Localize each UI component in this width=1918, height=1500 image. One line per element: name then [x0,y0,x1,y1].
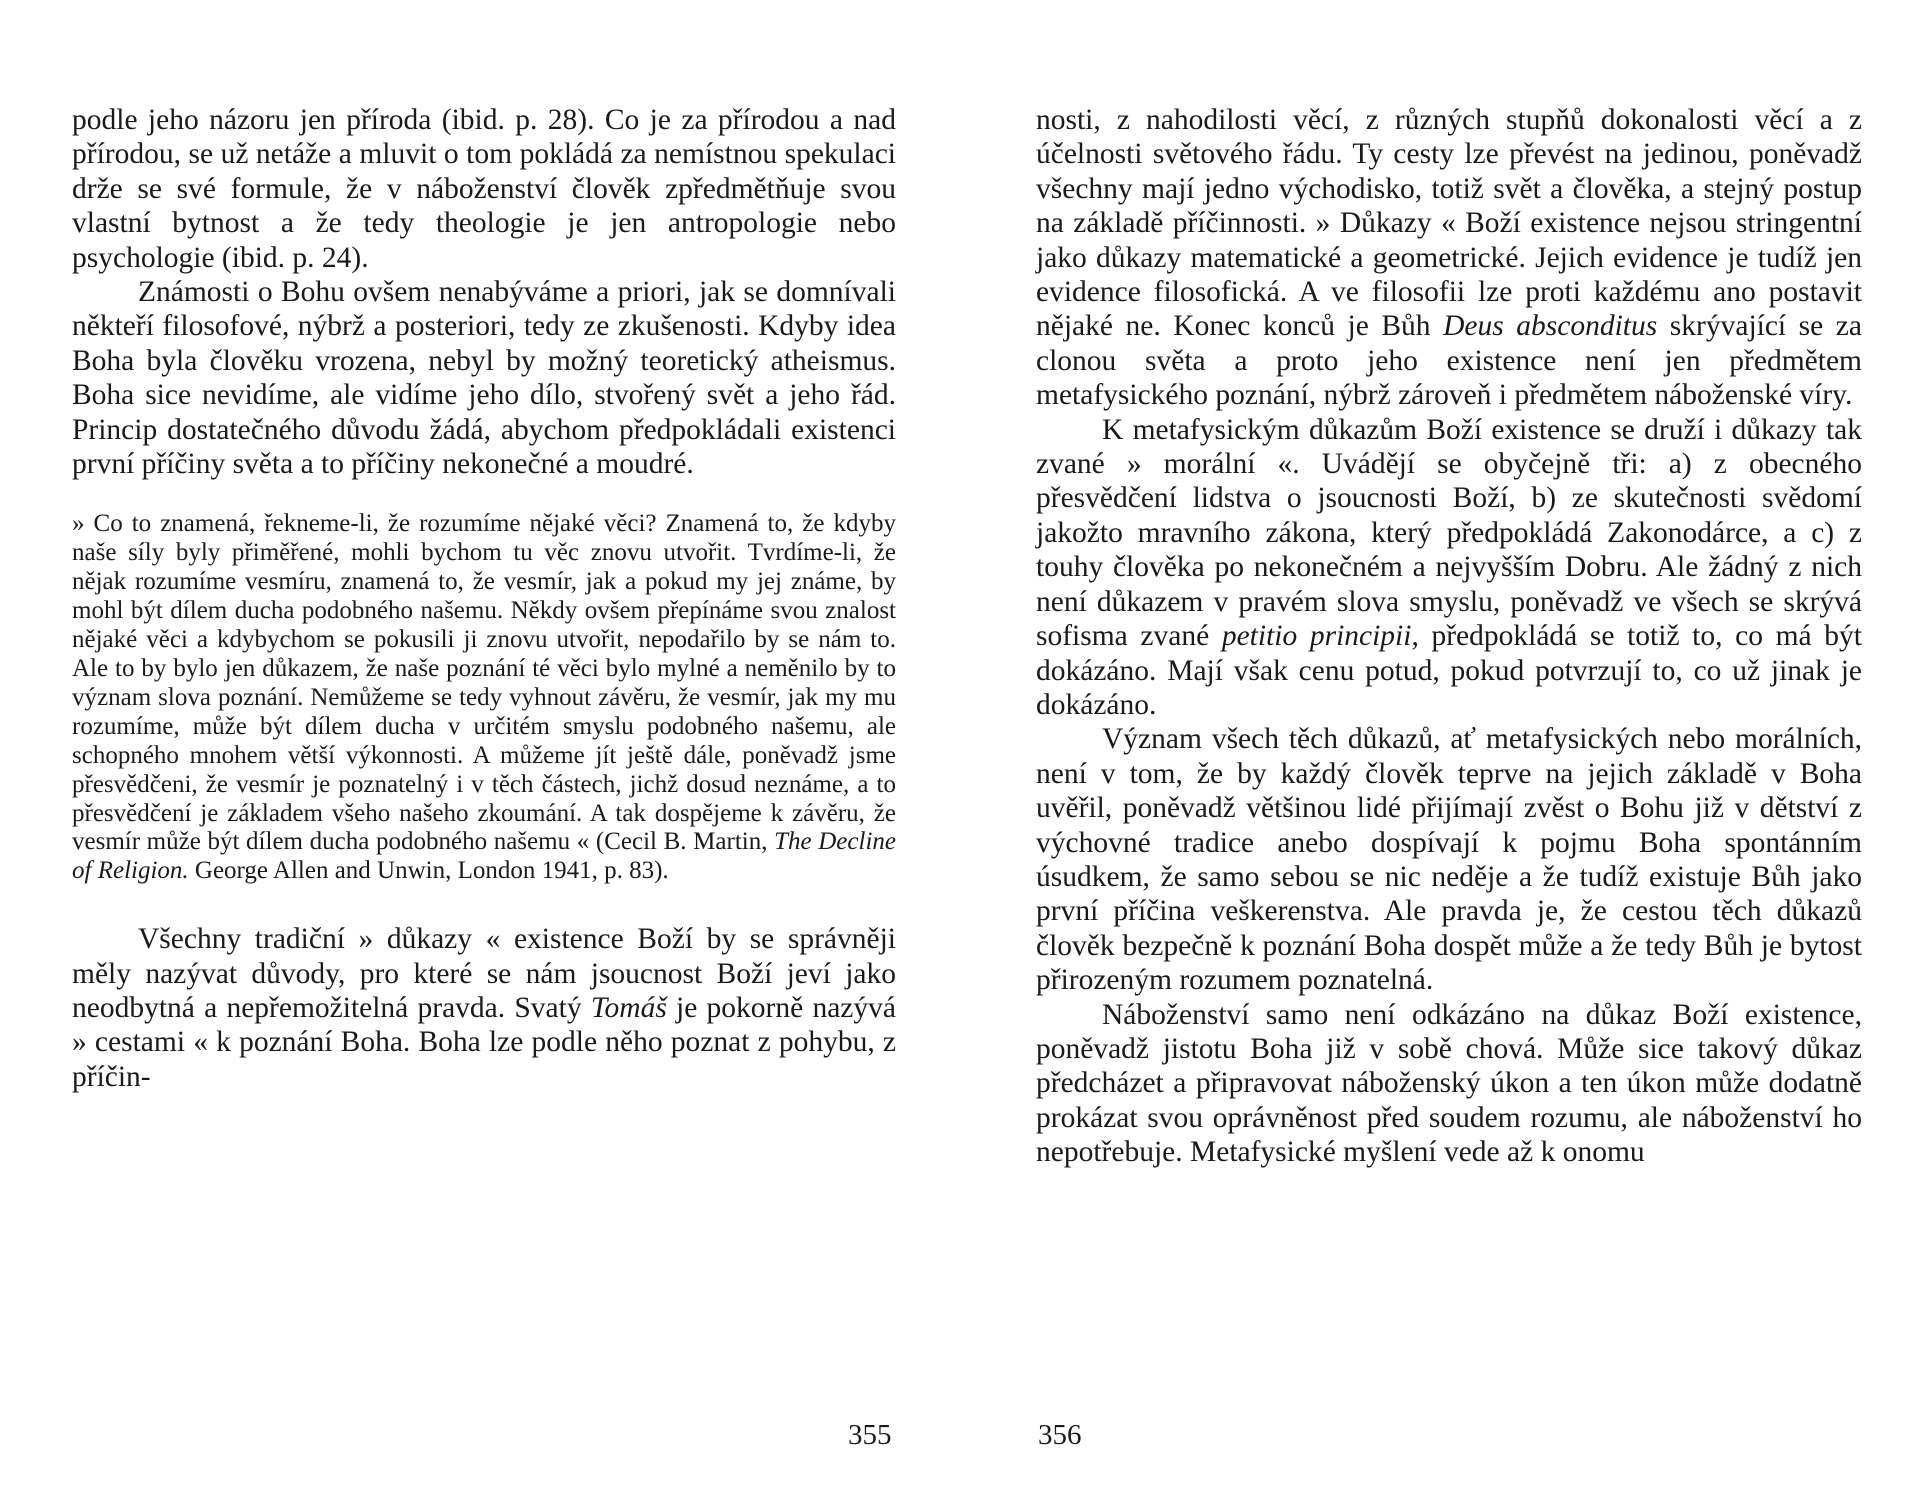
block-quote [72,510,896,886]
left-paragraph-3-end: je pokorně nazývá » cestami « k poznání Boha. Boha lze podle něho poznat z pohybu, z příčin- [72,992,896,1093]
right-page [959,0,1918,1500]
left-paragraph-3-start: Všechny tradiční » důkazy « existence Boží by se správněji měly nazývat důvody, pro které se nám jsoucnost Boží jeví jako neodbytná a nepřemožitelná pravda. Svatý [72,923,896,1025]
quote-paragraph [72,510,896,886]
quote-text: » Co to znamená, řekneme-li, že rozumíme nějaké věci? Znamená to, že kdyby naše síly byly přiměřené, mohli bychom tu věc znovu utvořit. Tvrdíme-li, že nějak rozumíme vesmíru, znamená to, že vesmír, jak a pokud my jej známe, by mohl být dílem ducha podobného našemu. Někdy ovšem přepínáme svou znalost nějaké věci a kdybychom se pokusili ji znovu utvořit, nepodařilo by se nám to. Ale to by bylo jen důkazem, že naše poznání té věci bylo mylné a neměnilo by to význam slova poznání. Nemůžeme se tedy vyhnout závěru, že vesmír, jak my mu rozumíme, může být dílem ducha v určitém smyslu podobného našemu, ale schopného mnohem větší výkonnosti. A můžeme jít ještě dále, poněvadž jsme přesvědčeni, že vesmír je poznatelný i v těch částech, jichž dosud neznáme, a to přesvědčení je základem všeho našeho zkoumání. A tak dospějeme k závěru, že vesmír může být dílem ducha podobného našemu « (Cecil B. Martin, [72,510,896,856]
left-text-column [72,103,896,1094]
right-text-column [1036,103,1862,1170]
right-paragraph-2 [1036,413,1862,723]
left-paragraph-1: podle jeho názoru jen příroda (ibid. p. 28). Co je za přírodou a nad přírodou, se už netáže a mluvit o tom pokládá za nemístnou spekulaci drže se své formule, že v náboženství člověk zpředmětňuje svou vlastní bytnost a že tedy theologie je jen antropologie nebo psychologie (ibid. p. 24). [72,104,896,274]
right-paragraph-1-start: nosti, z nahodilosti věcí, z různých stupňů dokonalosti věcí a z účelnosti světového řádu. Ty cesty lze převést na jedinou, poněvadž všechny mají jedno východisko, totiž svět a člověka, a stejný postup na základě příčinnosti. » Důkazy « Boží existence nejsou stringentní jako důkazy matematické a geometrické. Jejich evidence je tudíž jen evidence filosofická. A ve filosofii lze proti každému ano postavit nějaké ne. Konec konců je Bůh [1036,104,1862,343]
term-deus-absconditus: Deus absconditus [1443,310,1658,343]
page-number-left: 355 [848,1419,892,1451]
left-paragraph-3 [72,922,896,1094]
right-paragraph-2-end: , předpokládá se totiž to, co má být dokázáno. Mají však cenu potud, pokud potvrzují to, co už jinak je dokázáno. [1036,620,1862,721]
page-number-right: 356 [1038,1419,1082,1451]
right-paragraph-1-end: skrývající se za clonou světa a proto jeho existence není jen předmětem metafysického poznání, nýbrž zároveň i předmětem náboženské víry. [1036,310,1862,412]
right-paragraph-1 [1036,103,1862,413]
right-paragraph-2-start: K metafysickým důkazům Boží existence se druží i důkazy tak zvané » morální «. Uvádějí se obyčejně tři: a) z obecného přesvědčení lidstva o jsoucnosti Boží, b) ze skutečnosti svědomí jakožto mravního zákona, který předpokládá Zakonodárce, a c) z touhy člověka po nekonečném a nejvyšším Dobru. Ale žádný z nich není důkazem v pravém slova smyslu, poněvadž ve všech se skrývá sofisma zvané [1036,413,1862,653]
term-petitio-principii: petitio principii [1221,620,1412,653]
left-paragraph-2: Známosti o Bohu ovšem nenabýváme a priori, jak se domnívali někteří filosofové, nýbrž a posteriori, tedy ze zkušenosti. Kdyby idea Boha byla člověku vrozena, nebyl by možný teoretický atheismus. Boha sice nevidíme, ale vidíme jeho dílo, stvořený svět a jeho řád. Princip dostatečného důvodu žádá, abychom předpokládali existenci první příčiny světa a to příčiny nekonečné a moudré. [72,276,896,481]
quote-citation-tail: George Allen and Unwin, London 1941, p. 83). [188,857,669,885]
name-tomas: Tomáš [590,992,667,1025]
right-paragraph-3: Význam všech těch důkazů, ať metafysických nebo morálních, není v tom, že by každý člověk teprve na jejich základě v Boha uvěřil, poněvadž většinou lidé přijímají zvěst o Bohu již v dětství z výchovné tradice anebo dospívají k pojmu Boha spontánním úsudkem, že samo sebou se nic neděje a že tudíž existuje Bůh jako první příčina veškerenstva. Ale pravda je, že cestou těch důkazů člověk bezpečně k poznání Boha dospět může a že tedy Bůh je bytost přirozeným rozumem poznatelná. [1036,723,1862,997]
right-paragraph-4: Náboženství samo není odkázáno na důkaz Boží existence, poněvadž jistotu Boha již v sobě chová. Může sice takový důkaz předcházet a připravovat náboženský úkon a ten úkon může dodatně prokázat svou oprávněnost před soudem rozumu, ale náboženství ho nepotřebuje. Metafysické myšlení vede až k onomu [1036,998,1862,1169]
quote-book-title: The Decline of Religion. [72,828,896,885]
